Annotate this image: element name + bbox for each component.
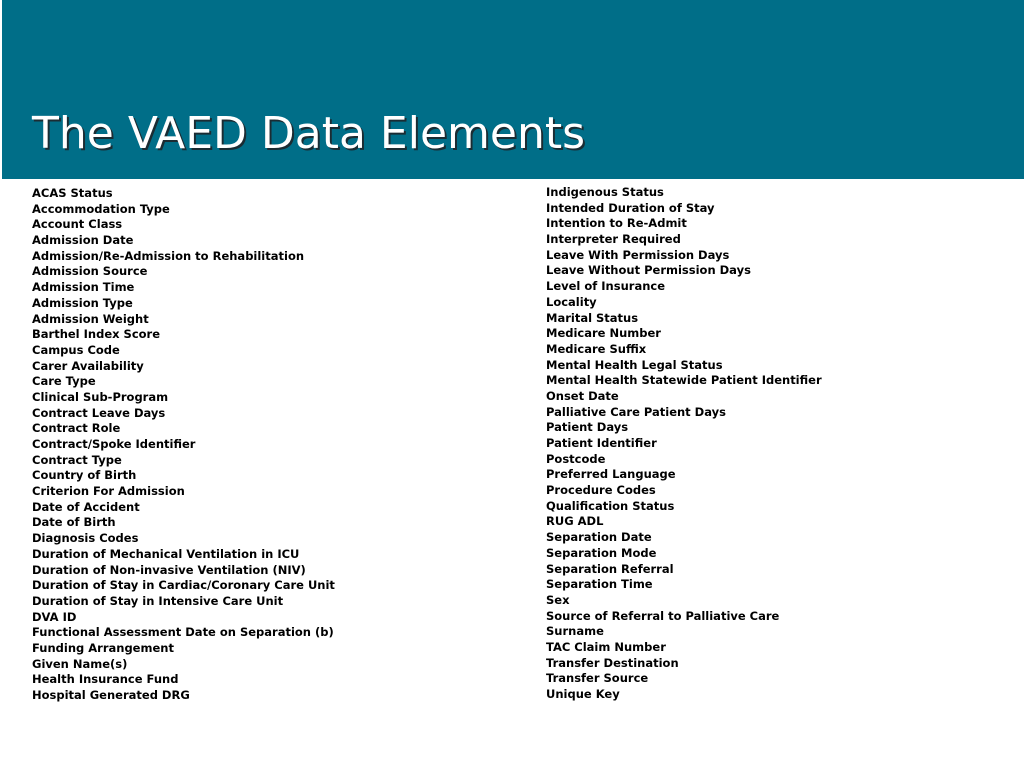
data-element-item: Separation Time [546, 577, 653, 592]
data-element-item: Duration of Stay in Intensive Care Unit [32, 593, 284, 608]
data-element-item: Hospital Generated DRG [32, 688, 190, 702]
data-element-item: Functional Assessment Date on Separation (b) [32, 625, 334, 640]
data-element-item: Patient Days [546, 420, 629, 435]
data-element-item: Admission/Re-Admission to Rehabilitation [32, 248, 305, 263]
data-element-item: Date of Accident [32, 499, 140, 514]
data-element-item: Date of Birth [32, 515, 116, 530]
data-element-item: Contract/Spoke Identifier [32, 437, 196, 451]
data-element-item: Duration of Stay in Cardiac/Coronary Care Unit [32, 578, 335, 593]
data-element-item: Diagnosis Codes [32, 531, 139, 546]
data-element-item: Leave Without Permission Days [546, 263, 751, 278]
data-element-item: Given Name(s) [32, 656, 128, 671]
data-element-item: Interpreter Required [546, 232, 681, 247]
data-element-item: Qualification Status [546, 498, 675, 513]
data-element-item: ACAS Status [32, 186, 113, 200]
data-element-item: Locality [546, 294, 597, 309]
data-element-item: Procedure Codes [546, 483, 656, 498]
data-element-item: Care Type [32, 374, 96, 389]
data-element-item: Admission Time [32, 280, 135, 295]
data-element-item: Admission Weight [32, 311, 149, 326]
data-element-item: Separation Date [546, 530, 652, 545]
data-element-item: Clinical Sub-Program [32, 389, 169, 404]
data-element-item: Mental Health Legal Status [546, 357, 723, 372]
data-element-item: Postcode [546, 451, 606, 466]
data-element-item: Admission Source [32, 264, 148, 279]
data-element-item: Contract Type [32, 452, 122, 467]
data-element-item: Separation Referral [546, 561, 674, 576]
data-element-item: Barthel Index Score [32, 327, 161, 342]
slide-title: The VAED Data Elements [32, 108, 586, 159]
data-element-item: Surname [546, 624, 604, 639]
data-element-item: Duration of Non-invasive Ventilation (NIV) [32, 562, 306, 577]
data-element-item: Medicare Number [546, 326, 661, 341]
data-element-item: Sex [546, 592, 570, 607]
data-element-item: Medicare Suffix [546, 341, 647, 356]
data-element-item: Accommodation Type [32, 201, 170, 216]
data-element-item: Intended Duration of Stay [546, 200, 715, 215]
data-element-item: Transfer Destination [546, 655, 679, 670]
data-element-item: Contract Leave Days [32, 405, 166, 420]
data-element-item: Health Insurance Fund [32, 672, 179, 687]
data-element-item: Leave With Permission Days [546, 247, 730, 262]
data-elements-right-column [546, 185, 822, 703]
data-element-item: Admission Date [32, 233, 134, 248]
data-element-item: Mental Health Statewide Patient Identifier [546, 373, 822, 388]
data-element-item: Admission Type [32, 295, 133, 310]
data-element-item: RUG ADL [546, 514, 604, 529]
data-element-item: Source of Referral to Palliative Care [546, 608, 780, 623]
data-element-item: Intention to Re-Admit [546, 216, 687, 231]
data-elements-left-column [32, 186, 335, 704]
data-element-item: Transfer Source [546, 671, 649, 686]
data-element-item: Separation Mode [546, 545, 657, 560]
data-element-item: Criterion For Admission [32, 484, 185, 499]
data-element-item: Indigenous Status [546, 185, 664, 199]
data-element-item: Unique Key [546, 687, 620, 701]
data-element-item: Marital Status [546, 310, 639, 325]
data-element-item: Carer Availability [32, 358, 144, 373]
data-element-item: DVA ID [32, 609, 77, 624]
data-element-item: Onset Date [546, 388, 619, 403]
data-element-item: Funding Arrangement [32, 640, 174, 655]
data-element-item: Campus Code [32, 342, 120, 357]
data-element-item: Duration of Mechanical Ventilation in ICU [32, 546, 300, 561]
data-element-item: Account Class [32, 217, 123, 232]
data-element-item: Contract Role [32, 421, 121, 436]
data-element-item: Preferred Language [546, 467, 676, 482]
data-element-item: Country of Birth [32, 468, 137, 483]
data-element-item: Palliative Care Patient Days [546, 404, 726, 419]
data-element-item: TAC Claim Number [546, 639, 666, 654]
data-element-item: Patient Identifier [546, 436, 657, 450]
data-element-item: Level of Insurance [546, 279, 666, 294]
